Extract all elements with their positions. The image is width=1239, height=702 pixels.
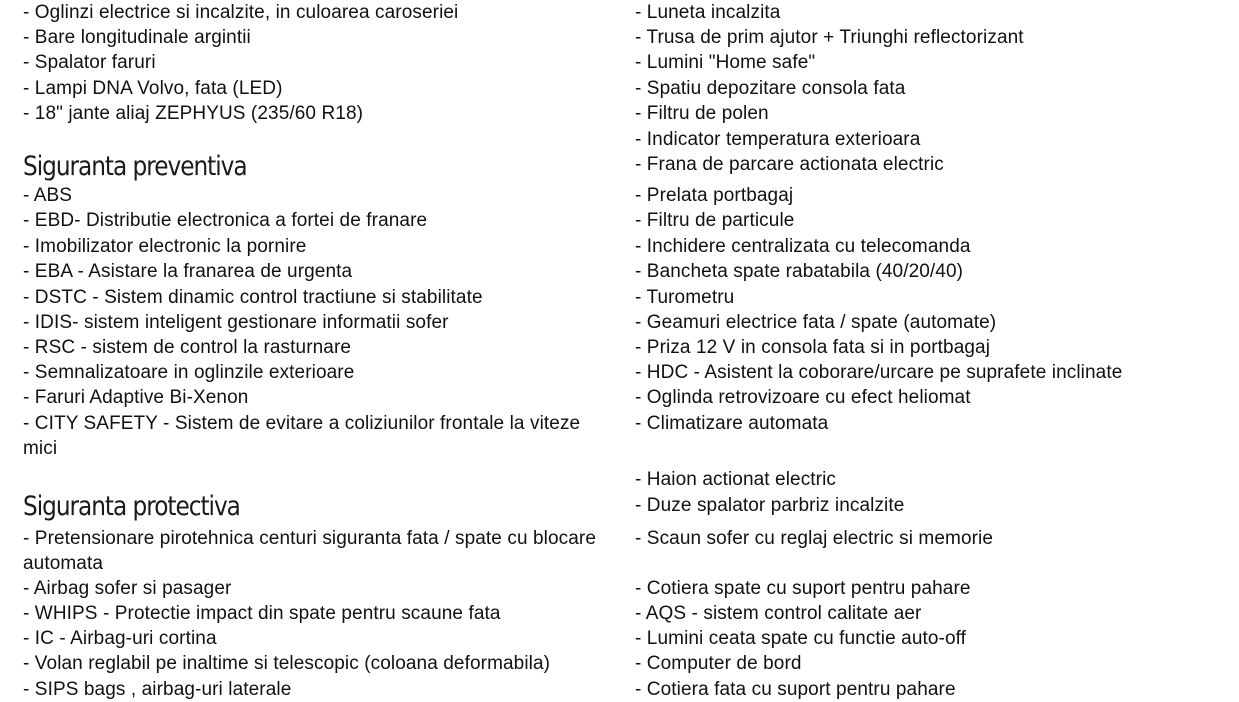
list-item: - Spalator faruri bbox=[23, 52, 156, 73]
list-item: - Semnalizatoare in oglinzile exterioare bbox=[23, 362, 355, 383]
section-title-siguranta-protectiva: Siguranta protectiva bbox=[23, 491, 240, 522]
list-item: - RSC - sistem de control la rasturnare bbox=[23, 337, 352, 358]
list-item: - Lumini ceata spate cu functie auto-off bbox=[635, 628, 967, 649]
list-item: - Inchidere centralizata cu telecomanda bbox=[635, 236, 971, 257]
list-item: - Lampi DNA Volvo, fata (LED) bbox=[23, 78, 283, 99]
list-item: - Faruri Adaptive Bi-Xenon bbox=[23, 387, 249, 408]
list-item: - CITY SAFETY - Sistem de evitare a coliziunilor frontale la viteze mici bbox=[23, 413, 581, 460]
list-item: - SIPS bags , airbag-uri laterale bbox=[23, 679, 292, 700]
list-item: - Pretensionare pirotehnica centuri siguranta fata / spate cu blocare automata bbox=[23, 528, 597, 575]
list-item: - Duze spalator parbriz incalzite bbox=[635, 495, 905, 516]
list-item: - Luneta incalzita bbox=[635, 2, 781, 23]
list-item: - ABS bbox=[23, 185, 73, 206]
list-item: - IDIS- sistem inteligent gestionare informatii sofer bbox=[23, 312, 449, 333]
list-item: - Bancheta spate rabatabila (40/20/40) bbox=[635, 261, 964, 282]
list-item: - DSTC - Sistem dinamic control tractiune si stabilitate bbox=[23, 287, 483, 308]
list-item: - Priza 12 V in consola fata si in portbagaj bbox=[635, 337, 991, 358]
list-item: - Turometru bbox=[635, 287, 735, 308]
list-item: - Imobilizator electronic la pornire bbox=[23, 236, 307, 257]
list-item: - WHIPS - Protectie impact din spate pentru scaune fata bbox=[23, 603, 501, 624]
list-item: - Frana de parcare actionata electric bbox=[635, 154, 944, 175]
list-item: - 18" jante aliaj ZEPHYUS (235/60 R18) bbox=[23, 103, 364, 124]
list-item: - Spatiu depozitare consola fata bbox=[635, 78, 906, 99]
list-item: - Oglinda retrovizoare cu efect heliomat bbox=[635, 387, 971, 408]
list-item: - Prelata portbagaj bbox=[635, 185, 794, 206]
list-item: - Oglinzi electrice si incalzite, in culoarea caroseriei bbox=[23, 2, 459, 23]
list-item: - Computer de bord bbox=[635, 653, 802, 674]
list-item: - AQS - sistem control calitate aer bbox=[635, 603, 922, 624]
list-item: - EBA - Asistare la franarea de urgenta bbox=[23, 261, 353, 282]
list-item: - Filtru de polen bbox=[635, 103, 769, 124]
list-item: - Indicator temperatura exterioara bbox=[635, 129, 921, 150]
list-item: - IC - Airbag-uri cortina bbox=[23, 628, 217, 649]
section-title-siguranta-preventiva: Siguranta preventiva bbox=[23, 151, 247, 182]
list-item: - Climatizare automata bbox=[635, 413, 829, 434]
list-item: - Volan reglabil pe inaltime si telescopic (coloana deformabila) bbox=[23, 653, 551, 674]
list-item: - Cotiera fata cu suport pentru pahare bbox=[635, 679, 956, 700]
list-item: - Cotiera spate cu suport pentru pahare bbox=[635, 578, 971, 599]
list-item: - Lumini "Home safe" bbox=[635, 52, 816, 73]
list-item: - Geamuri electrice fata / spate (automate) bbox=[635, 312, 997, 333]
list-item: - Bare longitudinale argintii bbox=[23, 27, 251, 48]
list-item: - Trusa de prim ajutor + Triunghi reflectorizant bbox=[635, 27, 1024, 48]
list-item: - Airbag sofer si pasager bbox=[23, 578, 232, 599]
list-item: - EBD- Distributie electronica a fortei de franare bbox=[23, 210, 428, 231]
list-item: - Scaun sofer cu reglaj electric si memorie bbox=[635, 528, 994, 549]
list-item: - Filtru de particule bbox=[635, 210, 795, 231]
list-item: - HDC - Asistent la coborare/urcare pe suprafete inclinate bbox=[635, 362, 1123, 383]
list-item: - Haion actionat electric bbox=[635, 469, 837, 490]
